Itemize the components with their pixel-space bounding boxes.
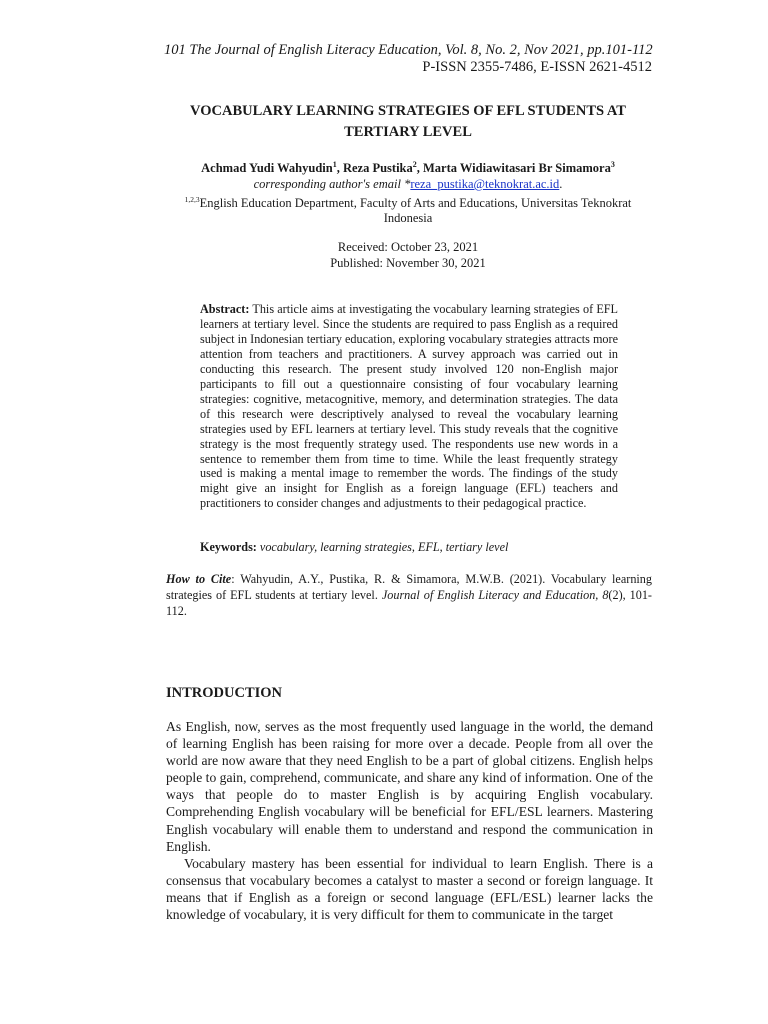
- author-affiliation-mark: 3: [610, 160, 615, 169]
- how-to-cite-label: How to Cite: [166, 572, 232, 586]
- author-separator: ,: [336, 161, 343, 176]
- author-list: [164, 160, 652, 176]
- author-name: Reza Pustika: [342, 161, 413, 176]
- published-date: Published: November 30, 2021: [330, 256, 486, 270]
- author-2: [343, 161, 423, 175]
- correspondence-line: [164, 177, 652, 192]
- author-affiliation-mark: 2: [412, 160, 417, 169]
- affiliation-text: English Education Department, Faculty of Arts and Educations, Universitas Teknokrat Indonesia: [199, 196, 632, 226]
- paragraph: As English, now, serves as the most frequently used language in the world, the demand of learning English has been raising for more over a decade. People from all over the world are now aware that they need English to be a part of global citizens. English helps people to gain, comprehend, communicate, and share any kind of information. One of the ways that people do to master English is by acquiring English vocabulary. Comprehending English vocabulary will be beneficial for EFL/ESL learners. Mastering English vocabulary will enable them to understand and respond the communication in English.: [166, 719, 653, 854]
- journal-header: 101 The Journal of English Literacy Education, Vol. 8, No. 2, Nov 2021, pp.101-112: [164, 42, 653, 58]
- abstract-text: This article aims at investigating the vocabulary learning strategies of EFL learners at tertiary level. Since the students are required to pass English as a required subject in Indonesian tertiary education, exploring vocabulary strategies attracts more attention from teachers and practitioners. A survey approach was carried out in conducting this research. The present study involved 120 non-English major participants to fill out a questionnaire consisting of four vocabulary learning strategies: cognitive, metacognitive, memory, and determination strategies. The data of this research were descriptively analysed to reveal the vocabulary learning strategies used by EFL learners at tertiary level. This study reveals that the cognitive strategy is the most frequently strategy used. The respondents use new words in a sentence to remember them from time to time. While the least frequently strategy used is making a mental image to remember the words. The findings of the study might give an insight for English as a foreign language (EFL) teachers and practitioners to consider changes and adjustments to their pedagogical practice.: [200, 302, 618, 511]
- received-date: Received: October 23, 2021: [337, 240, 479, 254]
- keywords-label: Keywords:: [200, 540, 257, 554]
- keywords-value: vocabulary, learning strategies, EFL, tertiary level: [259, 540, 509, 554]
- author-separator: ,: [416, 161, 423, 176]
- author-3: [423, 161, 615, 175]
- issn-line: P-ISSN 2355-7486, E-ISSN 2621-4512: [422, 59, 652, 75]
- abstract: [200, 302, 618, 511]
- correspondence-label: corresponding author's email *: [253, 177, 411, 191]
- corresponding-email-link[interactable]: reza_pustika@teknokrat.ac.id: [410, 177, 560, 191]
- author-affiliation-mark: 1: [332, 160, 337, 169]
- citation-text: : Wahyudin, A.Y., Pustika, R. & Simamora, M.W.B. (2021). Vocabulary learning strategies of EFL students at tertiary level.: [166, 572, 652, 602]
- article-title: VOCABULARY LEARNING STRATEGIES OF EFL STUDENTS AT TERTIARY LEVEL: [190, 103, 626, 140]
- introduction-body: [166, 718, 653, 923]
- affiliation-mark: 1,2,3: [184, 195, 200, 204]
- author-name: Marta Widiawitasari Br Simamora: [423, 161, 611, 176]
- introduction-heading: INTRODUCTION: [166, 685, 283, 701]
- keywords: [200, 540, 618, 555]
- abstract-label: Abstract:: [200, 302, 250, 316]
- citation-journal: Journal of English Literacy and Education, 8: [381, 588, 609, 602]
- author-1: [201, 161, 343, 175]
- citation-pages: (2), 101-112.: [166, 588, 652, 618]
- affiliation: [164, 192, 652, 226]
- how-to-cite: [166, 571, 652, 619]
- correspondence-trail: .: [559, 177, 563, 191]
- author-name: Achmad Yudi Wahyudin: [201, 161, 333, 176]
- article-dates: [164, 239, 652, 271]
- paragraph: Vocabulary mastery has been essential for individual to learn English. There is a consensus that vocabulary becomes a catalyst to master a second or foreign language. It means that if English as a foreign or second language (EFL/ESL) learner lacks the knowledge of vocabulary, it is very difficult for them to communicate in the target: [166, 855, 653, 923]
